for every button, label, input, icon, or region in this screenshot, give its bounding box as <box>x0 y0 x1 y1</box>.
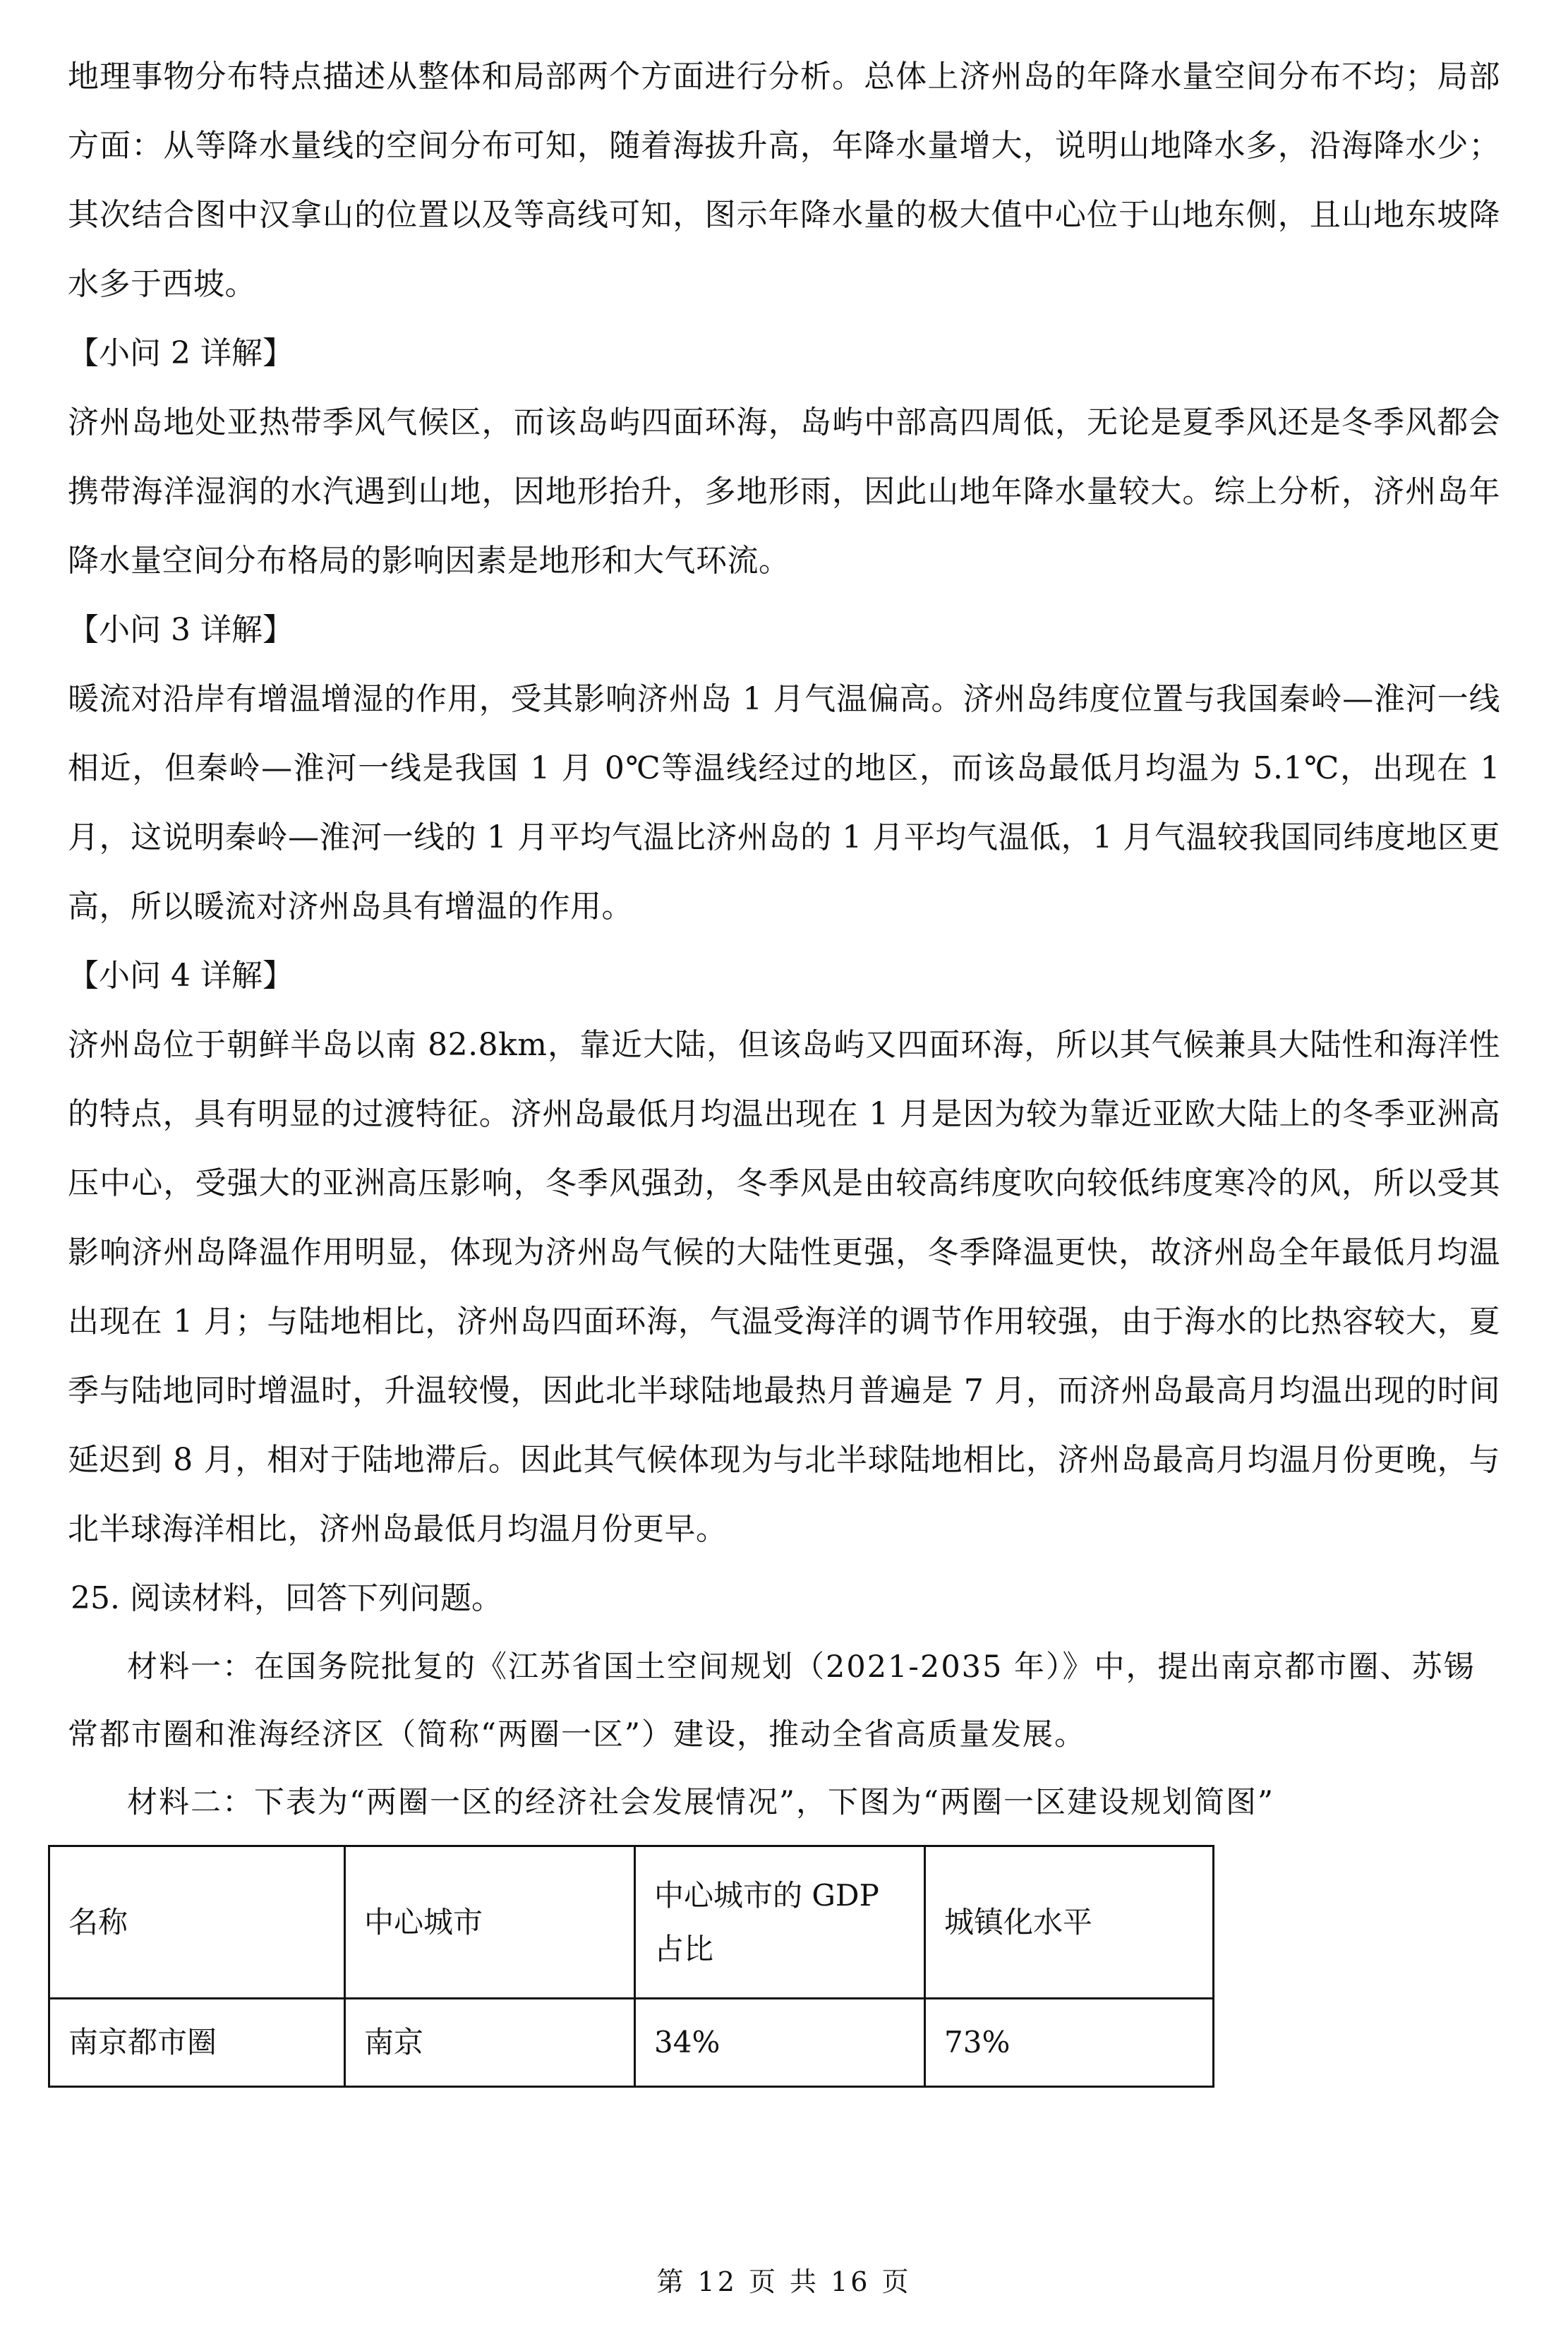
question-25-stem: 25. 阅读材料，回答下列问题。 <box>71 1580 502 1616</box>
table-header-cell: 中心城市的 GDP 占比 <box>635 1846 925 1999</box>
material-2: 材料二：下表为“两圈一区的经济社会发展情况”，下图为“两圈一区建设规划简图” <box>127 1785 1274 1820</box>
table-cell: 34% <box>635 1999 925 2087</box>
table-header-cell: 城镇化水平 <box>925 1846 1214 1999</box>
table-header-cell: 名称 <box>49 1846 345 1999</box>
page-number: 第 12 页 共 16 页 <box>656 2266 912 2297</box>
table-cell: 73% <box>925 1999 1214 2087</box>
table-row <box>49 1999 1214 2087</box>
table-cell: 南京都市圈 <box>49 1999 345 2087</box>
material-1: 材料一：在国务院批复的《江苏省国土空间规划（2021-2035 年）》中，提出南京都市圈、苏锡常都市圈和淮海经济区（简称“两圈一区”）建设，推动全省高质量发展。 <box>68 1649 1476 1752</box>
q4-answer: 济州岛位于朝鲜半岛以南 82.8km，靠近大陆，但该岛屿又四面环海，所以其气候兼具大陆性和海洋性的特点，具有明显的过渡特征。济州岛最低月均温出现在 1 月是因为较为靠近亚欧大陆上的冬季亚洲高压中心，受强大的亚洲高压影响，冬季风强劲，冬季风是由较高纬度吹向较低纬度寒冷的风，所以受其影响济州岛降温作用明显，体现为济州岛气候的大陆性更强，冬季降温更快，故济州岛全年最低月均温出现在 1 月；与陆地相比，济州岛四面环海，气温受海洋的调节作用较强，由于海水的比热容较大，夏季与陆地同时增温时，升温较慢，因此北半球陆地最热月普遍是 7 月，而济州岛最高月均温出现的时间延迟到 8 月，相对于陆地滞后。因此其气候体现为与北半球陆地相比，济州岛最高月均温月份更晚，与北半球海洋相比，济州岛最低月均温月份更早。 <box>68 1027 1500 1547</box>
q2-answer: 济州岛地处亚热带季风气候区，而该岛屿四面环海，岛屿中部高四周低，无论是夏季风还是冬季风都会携带海洋湿润的水汽遇到山地，因地形抬升，多地形雨，因此山地年降水量较大。综上分析，济州岛年降水量空间分布格局的影响因素是地形和大气环流。 <box>68 404 1500 579</box>
q3-heading: 【小问 3 详解】 <box>68 612 294 648</box>
q3-answer: 暖流对沿岸有增温增湿的作用，受其影响济州岛 1 月气温偏高。济州岛纬度位置与我国秦岭—淮河一线相近，但秦岭—淮河一线是我国 1 月 0℃等温线经过的地区，而该岛最低月均温为 5.1℃，出现在 1 月，这说明秦岭—淮河一线的 1 月平均气温比济州岛的 1 月平均气温低，1 月气温较我国同纬度地区更高，所以暖流对济州岛具有增温的作用。 <box>68 681 1500 925</box>
q2-heading: 【小问 2 详解】 <box>68 335 294 371</box>
document-body <box>68 42 1500 1836</box>
table-header-row <box>49 1846 1214 1999</box>
table-header-cell: 中心城市 <box>345 1846 635 1999</box>
q4-heading: 【小问 4 详解】 <box>68 958 294 994</box>
table-cell: 南京 <box>345 1999 635 2087</box>
development-table <box>48 1845 1214 2088</box>
paragraph-analysis: 地理事物分布特点描述从整体和局部两个方面进行分析。总体上济州岛的年降水量空间分布不均；局部方面：从等降水量线的空间分布可知，随着海拔升高，年降水量增大，说明山地降水多，沿海降水少；其次结合图中汉拿山的位置以及等高线可知，图示年降水量的极大值中心位于山地东侧，且山地东坡降水多于西坡。 <box>68 59 1500 302</box>
